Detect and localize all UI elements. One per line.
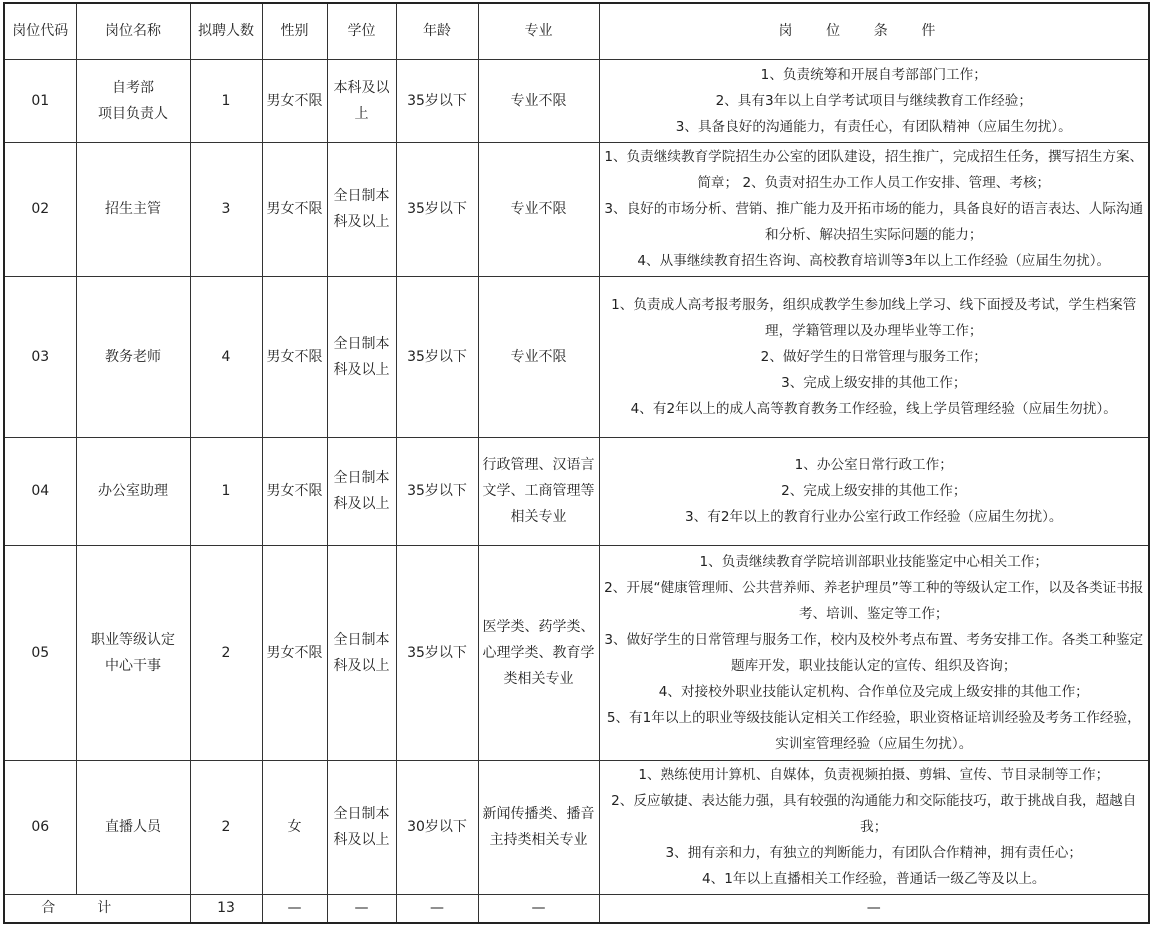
condition-item: 1、负责继续教育学院招生办公室的团队建设，招生推广，完成招生任务，撰写招生方案、简章； 2、负责对招生办工作人员工作安排、管理、考核； [604,149,1144,191]
header-row [4,3,1149,59]
job-major: 医学类、药学类、心理学类、教育学类相关专业 [478,545,599,760]
job-degree: 全日制本科及以上 [327,437,396,545]
condition-item: 1、熟练使用计算机、自媒体，负责视频拍摄、剪辑、宣传、节目录制等工作； [638,767,1110,783]
condition-item: 1、负责继续教育学院培训部职业技能鉴定中心相关工作； [699,553,1048,570]
job-code: 05 [4,545,76,760]
total-major: — [478,894,599,923]
job-conditions [599,437,1149,545]
job-count: 2 [190,545,262,760]
table-row [4,276,1149,437]
condition-item: 1、负责成人高考报考服务，组织成教学生参加线上学习、线下面授及考试，学生档案管理，学籍管理以及办理毕业等工作； [611,296,1137,339]
condition-item: 2、完成上级安排的其他工作； [781,483,967,499]
condition-item: 3、具备良好的沟通能力，有责任心，有团队精神（应届生勿扰）。 [675,118,1072,135]
condition-item: 2、做好学生的日常管理与服务工作； [760,348,987,365]
header-age: 年龄 [396,3,478,59]
job-major: 专业不限 [478,142,599,276]
total-degree: — [327,894,396,923]
job-age: 35岁以下 [396,545,478,760]
condition-item: 3、有2年以上的教育行业办公室行政工作经验（应届生勿扰）。 [684,509,1063,525]
condition-item: 3、完成上级安排的其他工作； [781,374,967,391]
condition-item: 4、1年以上直播相关工作经验，普通话一级乙等及以上。 [701,871,1046,887]
job-name: 办公室助理 [76,437,190,545]
header-count: 拟聘人数 [190,3,262,59]
job-age: 35岁以下 [396,276,478,437]
job-degree: 全日制本科及以上 [327,142,396,276]
recruitment-table [3,2,1150,924]
condition-item: 3、拥有亲和力，有独立的判断能力，有团队合作精神，拥有责任心； [665,845,1082,861]
job-major: 专业不限 [478,276,599,437]
table-row [4,545,1149,760]
job-gender: 男女不限 [262,437,327,545]
job-gender: 女 [262,760,327,894]
condition-item: 4、有2年以上的成人高等教育教务工作经验，线上学员管理经验（应届生勿扰）。 [630,400,1117,417]
condition-item: 4、从事继续教育招生咨询、高校教育培训等3年以上工作经验（应届生勿扰）。 [637,253,1111,269]
total-count: 13 [190,894,262,923]
job-count: 2 [190,760,262,894]
job-gender: 男女不限 [262,276,327,437]
job-major: 专业不限 [478,59,599,142]
job-code: 01 [4,59,76,142]
job-count: 4 [190,276,262,437]
job-conditions [599,545,1149,760]
job-age: 35岁以下 [396,59,478,142]
table-row [4,142,1149,276]
condition-item: 1、办公室日常行政工作； [794,457,953,473]
condition-item: 2、具有3年以上自学考试项目与继续教育工作经验； [715,92,1032,109]
job-name: 自考部 项目负责人 [76,59,190,142]
job-degree: 全日制本科及以上 [327,545,396,760]
job-code: 04 [4,437,76,545]
job-major: 行政管理、汉语言文学、工商管理等相关专业 [478,437,599,545]
job-conditions [599,142,1149,276]
condition-item: 2、开展“健康管理师、公共营养师、养老护理员”等工种的等级认定工作，以及各类证书报考、培训、鉴定等工作； [604,579,1144,622]
job-code: 02 [4,142,76,276]
job-degree: 全日制本科及以上 [327,276,396,437]
header-code: 岗位代码 [4,3,76,59]
job-age: 35岁以下 [396,142,478,276]
job-degree: 本科及以上 [327,59,396,142]
job-count: 1 [190,59,262,142]
condition-item: 3、良好的市场分析、营销、推广能力及开拓市场的能力，具备良好的语言表达、人际沟通和分析、解决招生实际问题的能力； [604,201,1144,243]
job-conditions [599,59,1149,142]
job-name: 招生主管 [76,142,190,276]
total-gender: — [262,894,327,923]
header-degree: 学位 [327,3,396,59]
job-age: 35岁以下 [396,437,478,545]
job-conditions [599,760,1149,894]
condition-item: 3、做好学生的日常管理与服务工作，校内及校外考点布置、考务安排工作。各类工种鉴定题库开发，职业技能认定的宣传、组织及咨询； [604,631,1144,674]
job-name: 教务老师 [76,276,190,437]
total-label: 合计 [4,894,190,923]
total-age: — [396,894,478,923]
table-row [4,59,1149,142]
condition-item: 2、反应敏捷、表达能力强，具有较强的沟通能力和交际能技巧，敢于挑战自我，超越自我； [611,793,1137,835]
job-count: 3 [190,142,262,276]
job-age: 30岁以下 [396,760,478,894]
job-major: 新闻传播类、播音主持类相关专业 [478,760,599,894]
header-conditions: 岗位条件 [599,3,1149,59]
condition-item: 4、对接校外职业技能认定机构、合作单位及完成上级安排的其他工作； [658,683,1089,700]
total-conditions: — [599,894,1149,923]
job-code: 06 [4,760,76,894]
header-name: 岗位名称 [76,3,190,59]
header-major: 专业 [478,3,599,59]
header-gender: 性别 [262,3,327,59]
job-gender: 男女不限 [262,59,327,142]
job-code: 03 [4,276,76,437]
job-gender: 男女不限 [262,142,327,276]
job-conditions [599,276,1149,437]
table-row [4,437,1149,545]
job-gender: 男女不限 [262,545,327,760]
job-name: 直播人员 [76,760,190,894]
table-row [4,760,1149,894]
total-row [4,894,1149,923]
condition-item: 5、有1年以上的职业等级技能认定相关工作经验，职业资格证培训经验及考务工作经验，实训室管理经验（应届生勿扰）。 [606,709,1141,752]
job-name: 职业等级认定 中心干事 [76,545,190,760]
condition-item: 1、负责统筹和开展自考部部门工作； [760,66,987,83]
job-count: 1 [190,437,262,545]
job-degree: 全日制本科及以上 [327,760,396,894]
